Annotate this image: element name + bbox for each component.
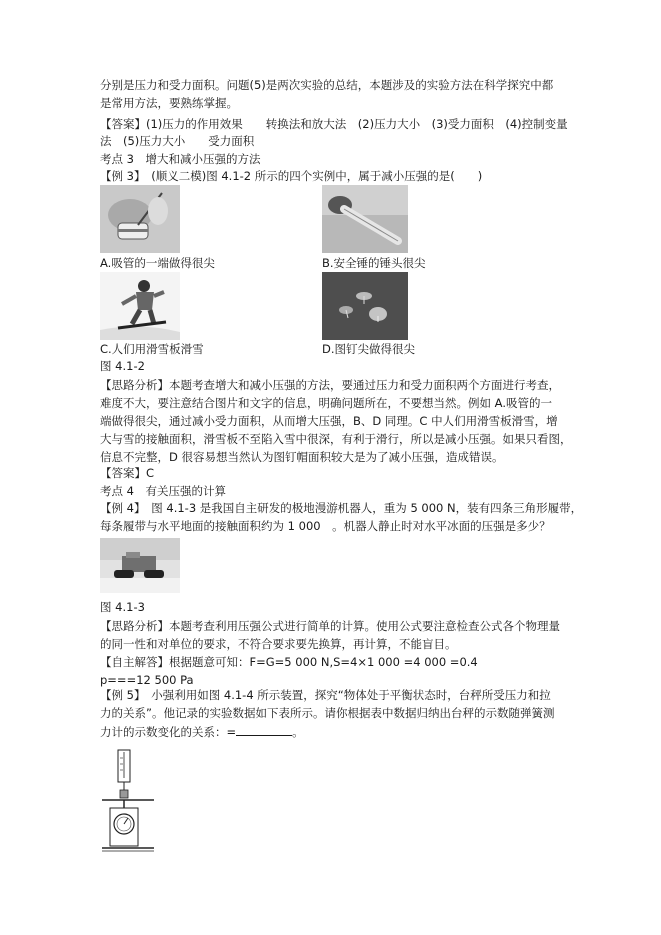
- text-line: 分别是压力和受力面积。问题(5)是两次实验的总结，本题涉及的实验方法在科学探究中都: [100, 78, 554, 92]
- analysis-line: 端做得很尖，通过减小受力面积，从而增大压强，B、D 同理。C 中人们用滑雪板滑雪，增: [100, 414, 558, 428]
- answer-line: 【答案】C: [100, 466, 155, 480]
- option-c-caption: C.人们用滑雪板滑雪: [100, 342, 204, 356]
- analysis-line: 【思路分析】本题考查利用压强公式进行简单的计算。使用公式要注意检查公式各个物理量: [100, 619, 560, 633]
- solution-line: 【自主解答】根据题意可知：F=G=5 000 N,S=4×1 000 =4 000 =0.4: [100, 655, 478, 669]
- option-d-caption: D.图钉尖做得很尖: [322, 342, 416, 356]
- question-text: 力计的示数变化的关系：=: [100, 725, 237, 739]
- example-4-question: 每条履带与水平地面的接触面积约为 1 000 。机器人静止时对水平冰面的压强是多少？: [100, 519, 551, 533]
- answer-line: 法 (5)压力大小 受力面积: [100, 134, 255, 148]
- example-5-question: 力的关系”。他记录的实验数据如下表所示。请你根据表中数据归纳出台秤的示数随弹簧测: [100, 706, 555, 720]
- text-line: 是常用方法，要熟练掌握。: [100, 96, 238, 110]
- example-5-question: [100, 724, 304, 740]
- spring-scale-apparatus-figure: [100, 748, 156, 854]
- example-5-question: 【例 5】 小强利用如图 4.1-4 所示装置，探究“物体处于平衡状态时，台秤所受压力和拉: [100, 688, 551, 702]
- section-heading: 考点 3 增大和减小压强的方法: [100, 152, 261, 166]
- snowboarder-photo: [100, 272, 180, 340]
- analysis-line: 的同一性和对单位的要求，不符合要求要先换算，再计算，不能盲目。: [100, 637, 457, 651]
- analysis-line: 信息不完整，D 很容易想当然认为图钉帽面积较大是为了减小压强，造成错误。: [100, 450, 504, 464]
- option-b-caption: B.安全锤的锤头很尖: [322, 256, 426, 270]
- answer-blank[interactable]: [236, 724, 292, 736]
- figure-label: 图 4.1-2: [100, 359, 145, 373]
- analysis-line: 大与雪的接触面积，滑雪板不至陷入雪中很深，有利于滑行，所以是减小压强。如果只看图，: [100, 432, 572, 446]
- thumbtack-photo: [322, 272, 408, 340]
- answer-line: 【答案】(1)压力的作用效果 转换法和放大法 (2)压力大小 (3)受力面积 (4)控制变量: [100, 117, 568, 131]
- analysis-line: 【思路分析】本题考查增大和减小压强的方法，要通过压力和受力面积两个方面进行考查，: [100, 378, 560, 392]
- section-heading: 考点 4 有关压强的计算: [100, 484, 226, 498]
- option-a-caption: A.吸管的一端做得很尖: [100, 256, 215, 270]
- analysis-line: 难度不大，要注意结合图片和文字的信息，明确问题所在，不要想当然。例如 A.吸管的一: [100, 396, 552, 410]
- straw-photo: [100, 185, 180, 253]
- safety-hammer-photo: [322, 185, 408, 253]
- example-4-question: 【例 4】 图 4.1-3 是我国自主研发的极地漫游机器人，重为 5 000 N，装有四条三角形履带，: [100, 501, 583, 515]
- blank-suffix: 。: [292, 725, 304, 739]
- figure-label: 图 4.1-3: [100, 600, 145, 614]
- example-3-question: 【例 3】 (顺义二模)图 4.1-2 所示的四个实例中，属于减小压强的是( ): [100, 169, 483, 183]
- polar-robot-photo: [100, 538, 180, 593]
- solution-line: p===12 500 Pa: [100, 673, 194, 687]
